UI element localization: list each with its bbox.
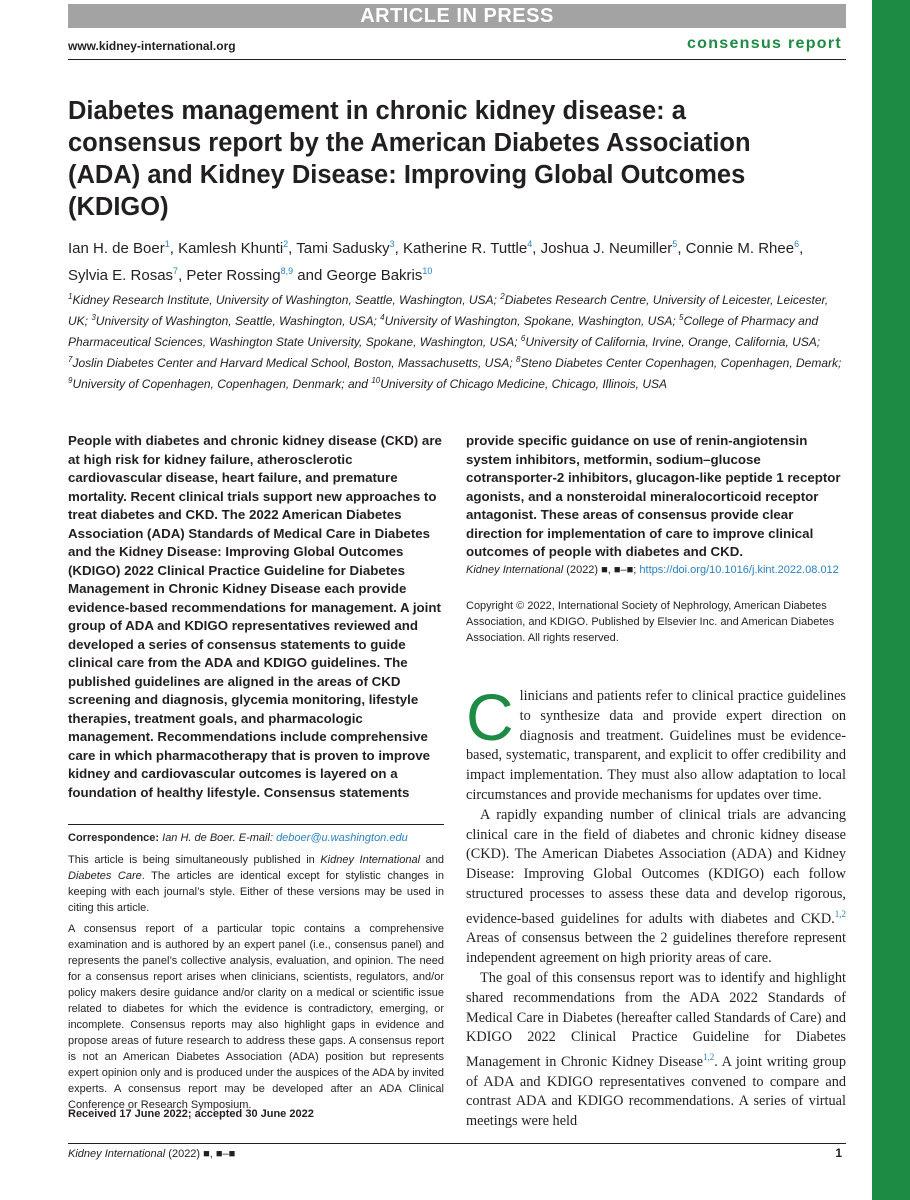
page-number: 1	[835, 1146, 842, 1160]
drop-cap: C	[466, 680, 514, 754]
consensus-report-note: A consensus report of a particular topic contains a comprehensive examination and is authored by an expert panel (i.e., consensus panel) and represents the panel’s collective analysis, evaluation, and opinion. The need for a consensus report arises when clinicians, scientists, regulators, and/or policy makers desire guidance and/or clarity on a medical or scientific issue related to diabetes for which the evidence is contradictory, emerging, or incomplete. Consensus reports may also highlight gaps in evidence and propose areas of future research to address these gaps. A consensus report is not an American Diabetes Association (ADA) position but represents expert opinion only and is produced under the auspices of the ADA by invited experts. A consensus report may be developed after an ADA Clinical Conference or Research Symposium.	[68, 923, 444, 1111]
affiliation-ref[interactable]: 10	[422, 266, 433, 276]
affiliation-ref[interactable]: 3	[389, 239, 395, 249]
affiliation-ref[interactable]: 2	[283, 239, 289, 249]
footer-divider	[68, 1143, 846, 1144]
body-paragraph: The goal of this consensus report was to identify and highlight shared recommendations from the ADA 2022 Standards of Medical Care in Diabetes (hereafter called Standards of Care) and KDIGO 2022 Clinical Practice Guideline for Diabetes Management in Chronic Kidney Disease$^{1,2}$. A joint writing group of ADA and KDIGO representatives convened to compare and contrast ADA and KDIGO recommendations. A series of virtual meetings were held	[466, 969, 846, 1130]
simultaneous-publication-note: This article is being simultaneously published in Kidney International and Diabetes Care. The articles are identical except for stylistic changes in keeping with each journal’s style. Either of these versions may be used in citing this article.	[68, 854, 444, 914]
affiliation-ref[interactable]: 8,9	[280, 266, 294, 276]
author: Katherine R. Tuttle$^4$,	[402, 239, 541, 257]
footnote-divider	[68, 824, 444, 825]
article-in-press-banner: ARTICLE IN PRESS	[68, 4, 846, 28]
affiliation-ref[interactable]: 7	[173, 266, 179, 276]
email-link[interactable]: deboer@u.washington.edu	[276, 832, 408, 844]
author: Connie M. Rhee$^6$,	[685, 239, 804, 257]
affiliation-list: $^1$Kidney Research Institute, University of Washington, Seattle, Washington, USA; $^2$Diabetes Research Centre, University of Leicester, Leicester, UK; $^3$University of Washington, Seattle, Washington, USA; $^4$University of Washington, Spokane, Washington, USA; $^5$College of Pharmacy and Pharmaceutical Sciences, Washington State University, Spokane, Washington, USA; $^6$University of California, Irvine, Orange, California, USA; $^7$Joslin Diabetes Center and Harvard Medical School, Boston, Massachusetts, USA; $^8$Steno Diabetes Center Copenhagen, Copenhagen, Demark; $^9$University of Copenhagen, Copenhagen, Denmark; and $^{10}$University of Chicago Medicine, Chicago, Illinois, USA	[68, 292, 842, 391]
body-paragraph: A rapidly expanding number of clinical trials are advancing clinical care in the field of diabetes and chronic kidney disease (CKD). The American Diabetes Association (ADA) and Kidney Disease: Improving Global Outcomes (KDIGO) each follow structured processes to assess these data and develop rigorous, evidence-based guidelines for adults with diabetes and CKD.$^{1,2}$ Areas of consensus between the 2 guidelines therefore represent independent agreement on high priority areas of care.	[466, 806, 846, 967]
author: Tami Sadusky$^3$,	[296, 239, 403, 257]
doi-link[interactable]: https://doi.org/10.1016/j.kint.2022.08.012	[639, 564, 839, 576]
journal-site-url[interactable]: www.kidney-international.org	[68, 39, 236, 53]
author: Ian H. de Boer$^1$,	[68, 239, 179, 257]
body-text	[466, 680, 846, 1132]
affiliation-ref[interactable]: 4	[527, 239, 533, 249]
author-list	[68, 233, 828, 287]
affiliation-ref[interactable]: 6	[794, 239, 800, 249]
footer-journal: Kidney International (2022) ■, ■–■	[68, 1148, 236, 1160]
abstract-part-2: provide specific guidance on use of renin-angiotensin system inhibitors, metformin, sodium–glucose cotransporter-2 inhibitors, glucagon-like peptide 1 receptor agonists, and a nonsteroidal mineralocorticoid receptor antagonist. These areas of consensus provide clear direction for implementation of care to improve clinical outcomes of people with diabetes and CKD.	[466, 433, 841, 559]
copyright-notice: Copyright © 2022, International Society of Nephrology, American Diabetes Association, and KDIGO. Published by Elsevier Inc. and American Diabetes Association. All rights reserved.	[466, 600, 835, 644]
header-divider	[68, 59, 846, 60]
author: Joshua J. Neumiller$^5$,	[540, 239, 686, 257]
article-title: Diabetes management in chronic kidney disease: a consensus report by the American Diabetes Association (ADA) and Kidney Disease: Improving Global Outcomes (KDIGO)	[68, 97, 751, 221]
side-color-strip	[872, 0, 910, 1200]
correspondence-note: Correspondence: Ian H. de Boer. E-mail: deboer@u.washington.edu	[68, 832, 408, 844]
author: Peter Rossing$^{8,9}$ and	[186, 266, 327, 284]
body-paragraph: Clinicians and patients refer to clinical practice guidelines to synthesize data and provide expert direction on diagnosis and treatment. Guidelines must be evidence-based, systematic, transparent, and explicit to offer credibility and impact implementation. They must also allow adaptation to local circumstances and provide mechanisms for updates over time.	[466, 680, 846, 803]
affiliation-ref[interactable]: 1	[164, 239, 170, 249]
received-dates: Received 17 June 2022; accepted 30 June 2022	[68, 1108, 314, 1120]
section-label: consensus report	[686, 35, 842, 52]
reference-link[interactable]: 1,2	[834, 908, 846, 919]
author: George Bakris$^{10}$	[326, 266, 433, 284]
reference-link[interactable]: 1,2	[702, 1052, 715, 1063]
author: Sylvia E. Rosas$^7$,	[68, 266, 187, 284]
author: Kamlesh Khunti$^2$,	[178, 239, 297, 257]
abstract-part-1: People with diabetes and chronic kidney disease (CKD) are at high risk for kidney failure, atherosclerotic cardiovascular disease, heart failure, and premature mortality. Recent clinical trials support new approaches to treat diabetes and CKD. The 2022 American Diabetes Association (ADA) Standards of Medical Care in Diabetes and the Kidney Disease: Improving Global Outcomes (KDIGO) 2022 Clinical Practice Guideline for Diabetes Management in Chronic Kidney Disease each provide evidence-based recommendations for management. A joint group of ADA and KDIGO representatives reviewed and developed a series of consensus statements to guide clinical care from the ADA and KDIGO guidelines. The published guidelines are aligned in the areas of CKD screening and diagnosis, glycemia monitoring, lifestyle therapies, treatment goals, and pharmacologic management. Recommendations include comprehensive care in which pharmacotherapy that is proven to improve kidney and cardiovascular outcomes is layered on a foundation of healthy lifestyle. Consensus statements	[68, 433, 442, 800]
affiliation-ref[interactable]: 5	[672, 239, 678, 249]
citation-line: Kidney International (2022) ■, ■–■; https://doi.org/10.1016/j.kint.2022.08.012	[466, 564, 839, 576]
